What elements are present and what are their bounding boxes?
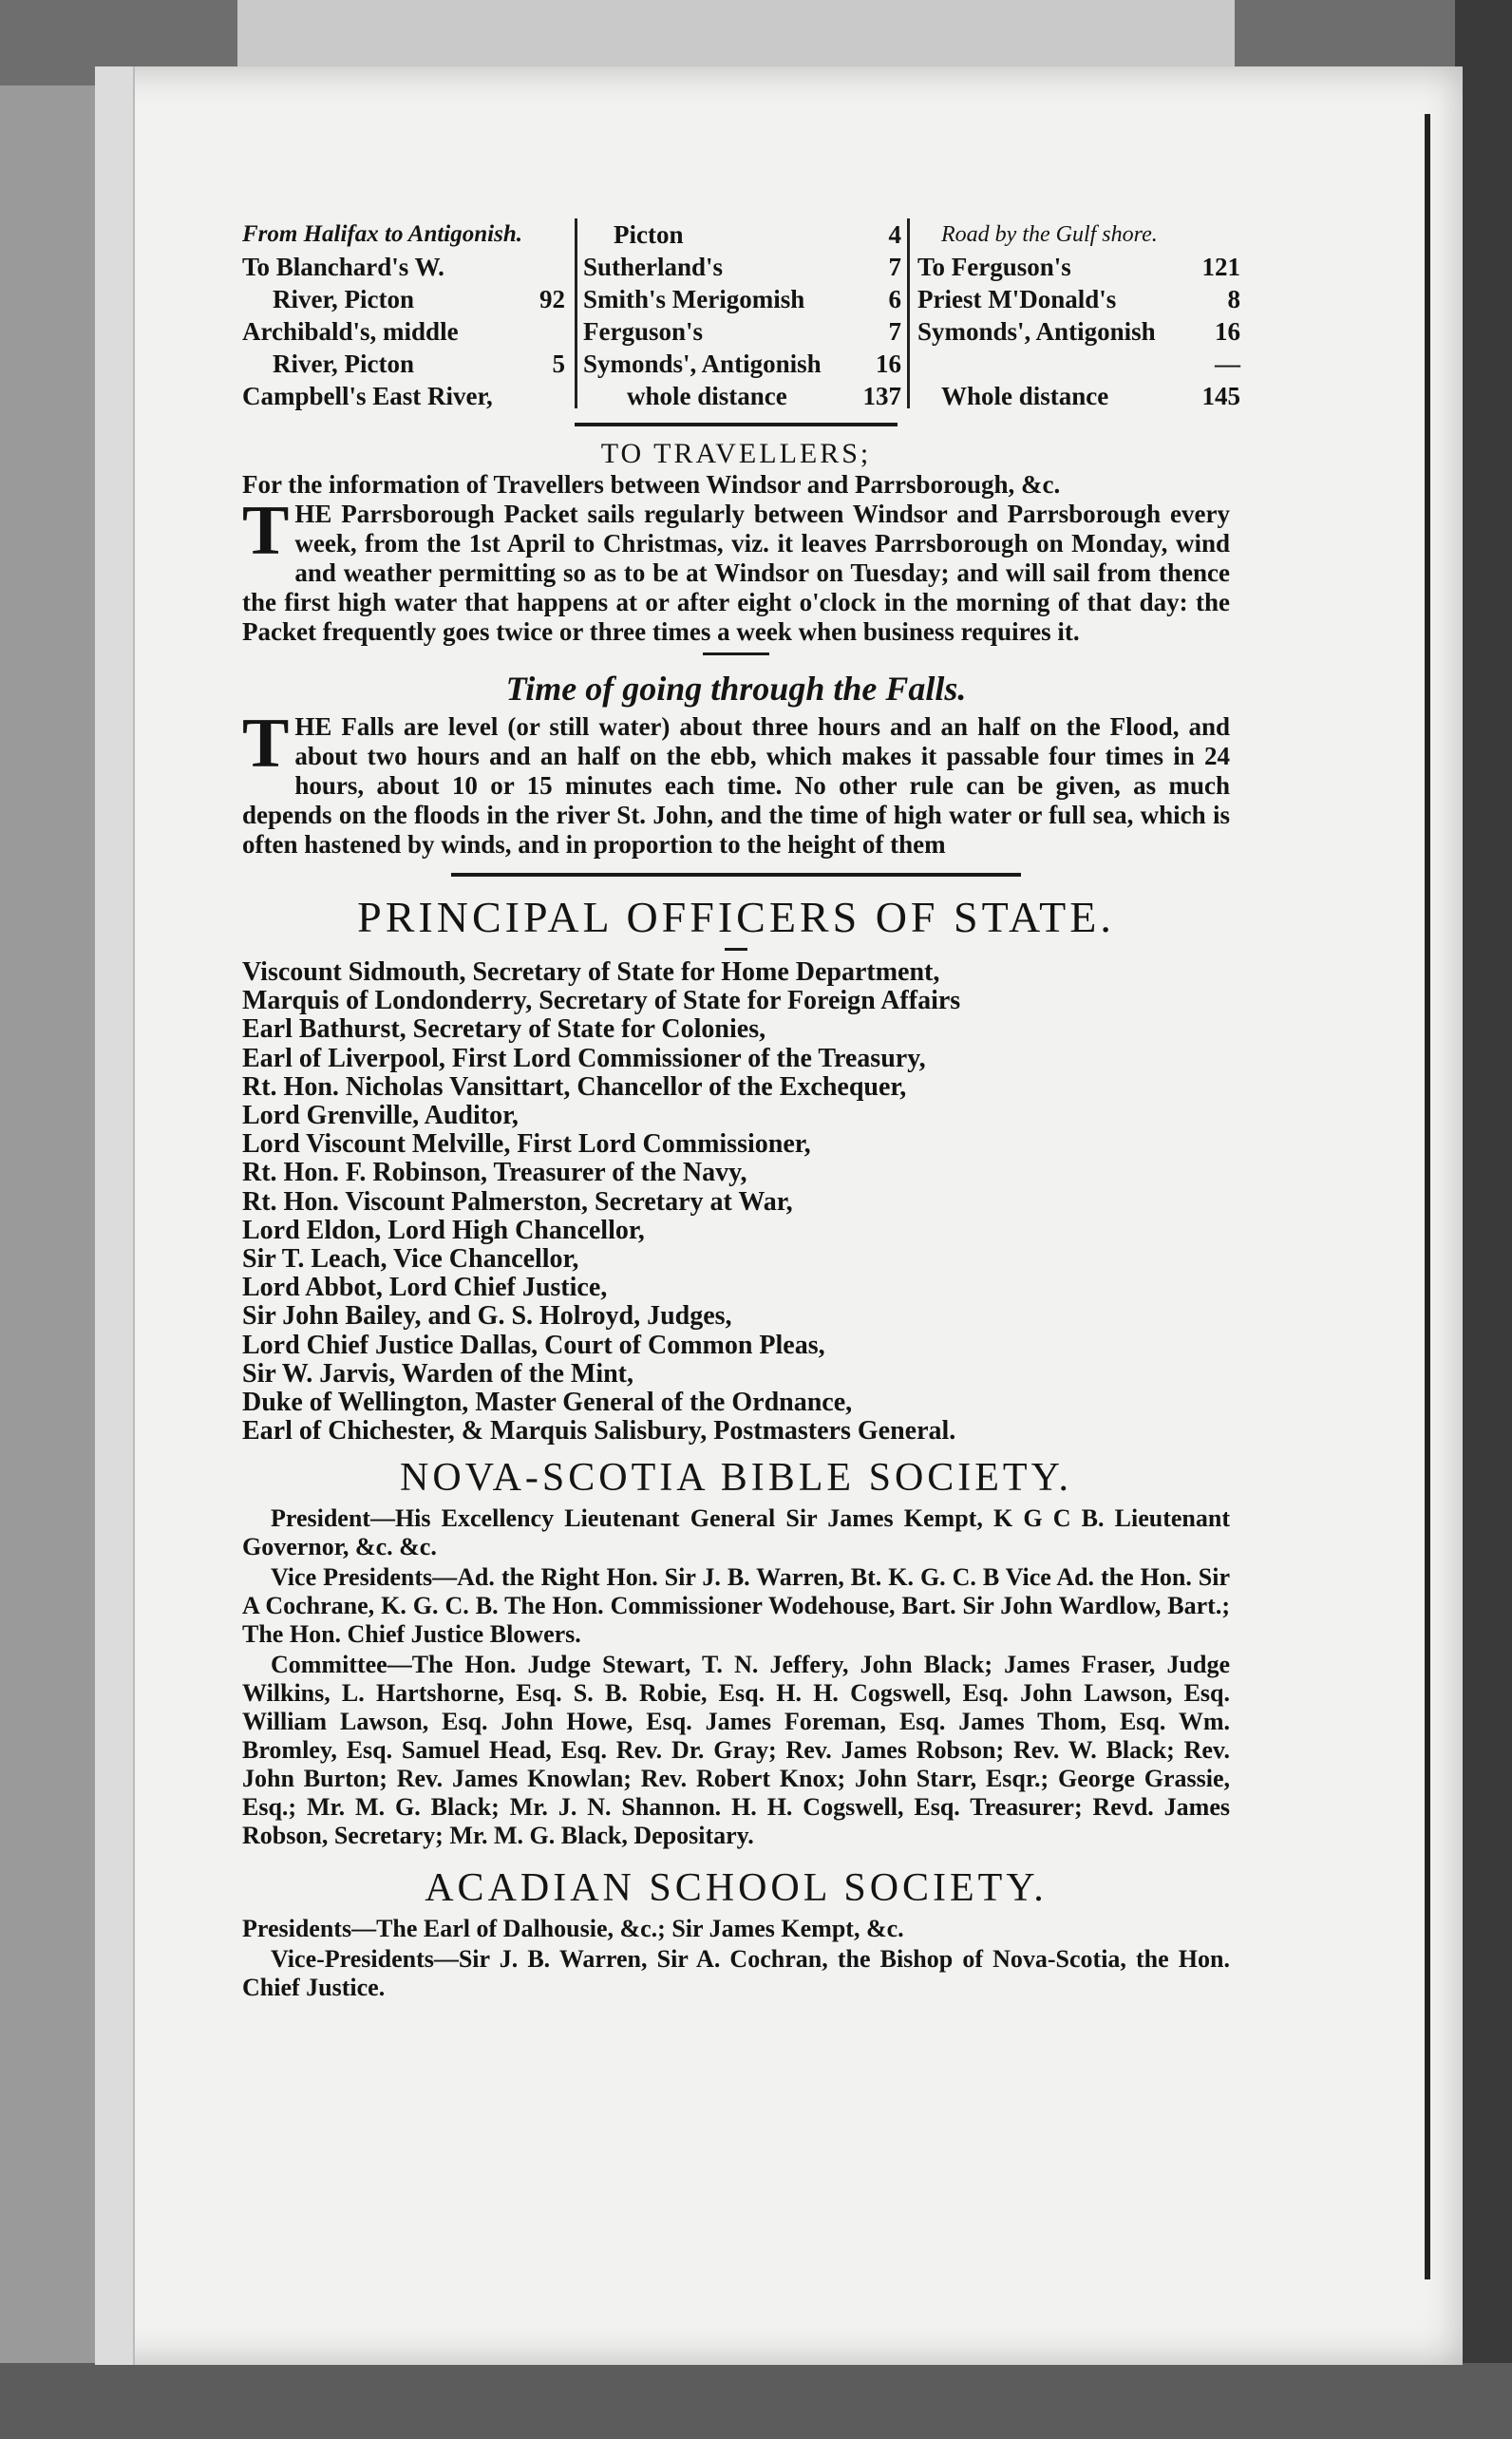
road-row: To Ferguson's 121	[917, 253, 1240, 281]
page-stack-edge	[95, 66, 135, 2365]
officers-heading: PRINCIPAL OFFICERS OF STATE.	[357, 893, 1115, 941]
road-row: Campbell's East River,	[242, 382, 493, 410]
officer-line: Lord Abbot, Lord Chief Justice,	[242, 1273, 608, 1303]
officer-line: Lord Chief Justice Dallas, Court of Common Pleas,	[242, 1330, 825, 1360]
page-content	[242, 218, 1240, 2004]
officer-line: Earl Bathurst, Secretary of State for Colonies,	[242, 1014, 766, 1045]
road-row-total: Whole distance 145	[941, 382, 1240, 410]
road-column-gulf-shore	[907, 218, 1240, 408]
road-column-halifax-antigonish	[242, 218, 565, 412]
road-row-total: whole distance 137	[627, 382, 901, 410]
scan-right-border	[1455, 0, 1512, 2439]
travellers-heading: TO TRAVELLERS;	[600, 438, 872, 469]
road-row: Priest M'Donald's 8	[917, 285, 1240, 313]
bible-society-president: President—His Excellency Lieutenant General Sir James Kempt, K G C B. Lieutenant Governor, &c. &c.	[242, 1504, 1230, 1561]
acadian-society-presidents: Presidents—The Earl of Dalhousie, &c.; Sir James Kempt, &c.	[242, 1915, 904, 1943]
page-gutter-line	[1425, 114, 1430, 2279]
road-row: Smith's Merigomish 6	[583, 285, 901, 313]
falls-body: THE Falls are level (or still water) about three hours and an half on the Flood, and about two hours and an half on the ebb, which makes it passable four times in 24 hours, about 10 or 15 minutes each time. No other rule can be given, as much depends on the floods in the river St. John, and the time of high water or full sea, which is often hastened by winds, and in proportion to the height of them	[242, 705, 1230, 859]
drop-cap: T	[242, 705, 290, 783]
officer-line: Rt. Hon. Viscount Palmerston, Secretary at War,	[242, 1186, 793, 1217]
officer-line: Rt. Hon. Nicholas Vansittart, Chancellor of the Exchequer,	[242, 1071, 907, 1102]
acadian-society-heading: ACADIAN SCHOOL SOCIETY.	[425, 1866, 1048, 1911]
section-divider	[703, 652, 769, 655]
drop-cap: T	[242, 492, 290, 570]
falls-heading: Time of going through the Falls.	[505, 670, 967, 708]
road-row: Archibald's, middle	[242, 317, 459, 346]
section-divider	[575, 423, 898, 426]
travellers-body: THE Parrsborough Packet sails regularly between Windsor and Parrsborough every week, from the 1st April to Christmas, viz. it leaves Parrsborough on Monday, wind and weather permitting so as to be at Windsor on Tuesday; and will sail from thence the first high water that happens at or after eight o'clock in the morning of that day: the Packet frequently goes twice or three times a week when business requires it.	[242, 492, 1230, 646]
officer-line: Sir John Bailey, and G. S. Holroyd, Judges,	[242, 1301, 732, 1332]
road-row: To Blanchard's W.	[242, 253, 444, 281]
section-divider	[451, 873, 1021, 877]
travellers-lead: For the information of Travellers between Windsor and Parrsborough, &c.	[242, 470, 1061, 499]
officer-line: Lord Eldon, Lord High Chancellor,	[242, 1215, 645, 1245]
road-row: River, Picton 92	[273, 285, 565, 313]
road-row: Ferguson's 7	[583, 317, 901, 346]
road-column-continued	[575, 218, 901, 408]
acadian-society-vice-presidents: Vice-Presidents—Sir J. B. Warren, Sir A. Cochran, the Bishop of Nova-Scotia, the Hon. Chief Justice.	[242, 1945, 1230, 2002]
bible-society-committee: Committee—The Hon. Judge Stewart, T. N. Jeffery, John Black; James Fraser, Judge Wilkins, L. Hartshorne, Esq. S. B. Robie, Esq. H. H. Cogswell, Esq. John Lawson, Esq. William Lawson, Esq. John Howe, Esq. James Foreman, Esq. James Thom, Esq. Wm. Bromley, Esq. Samuel Head, Esq. Rev. Dr. Gray; Rev. James Robson; Rev. W. Black; Rev. John Burton; Rev. James Knowlan; Rev. Robert Knox; John Starr, Esqr.; George Grassie, Esq.; Mr. M. G. Black; Mr. J. N. Shannon. H. H. Cogswell, Esq. Treasurer; Revd. James Robson, Secretary; Mr. M. G. Black, Depositary.	[242, 1651, 1230, 1850]
officer-line: Rt. Hon. F. Robinson, Treasurer of the Navy,	[242, 1158, 747, 1188]
road-row: —	[1215, 350, 1240, 378]
officer-line: Earl of Chichester, & Marquis Salisbury, Postmasters General.	[242, 1416, 956, 1446]
road-row: Sutherland's 7	[583, 253, 901, 281]
scan-bottom-border	[0, 2363, 1512, 2439]
officer-line: Lord Grenville, Auditor,	[242, 1101, 519, 1131]
officer-line: Marquis of Londonderry, Secretary of State for Foreign Affairs	[242, 986, 961, 1016]
officers-list	[242, 958, 1230, 1446]
road-row: Symonds', Antigonish 16	[583, 350, 901, 378]
officer-line: Viscount Sidmouth, Secretary of State for Home Department,	[242, 957, 940, 987]
officer-line: Sir T. Leach, Vice Chancellor,	[242, 1244, 579, 1275]
officer-line: Sir W. Jarvis, Warden of the Mint,	[242, 1358, 634, 1389]
bible-society-vice-presidents: Vice Presidents—Ad. the Right Hon. Sir J. B. Warren, Bt. K. G. C. B Vice Ad. the Hon. Sir A Cochrane, K. G. C. B. The Hon. Commissioner Wodehouse, Bart. Sir John Wardlow, Bart.; The Hon. Chief Justice Blowers.	[242, 1563, 1230, 1649]
road-row: Picton 4	[614, 220, 901, 249]
road-row: River, Picton 5	[273, 350, 565, 378]
officer-line: Duke of Wellington, Master General of the Ordnance,	[242, 1388, 853, 1418]
road-row: Symonds', Antigonish 16	[917, 317, 1240, 346]
bible-society-heading: NOVA-SCOTIA BIBLE SOCIETY.	[400, 1456, 1072, 1501]
road-distance-table	[242, 218, 1240, 423]
officer-line: Earl of Liverpool, First Lord Commissioner of the Treasury,	[242, 1043, 926, 1073]
road-column-header: Road by the Gulf shore.	[941, 222, 1158, 247]
officer-line: Lord Viscount Melville, First Lord Commissioner,	[242, 1129, 811, 1160]
section-divider	[725, 948, 747, 951]
road-column-header: From Halifax to Antigonish.	[242, 221, 522, 247]
